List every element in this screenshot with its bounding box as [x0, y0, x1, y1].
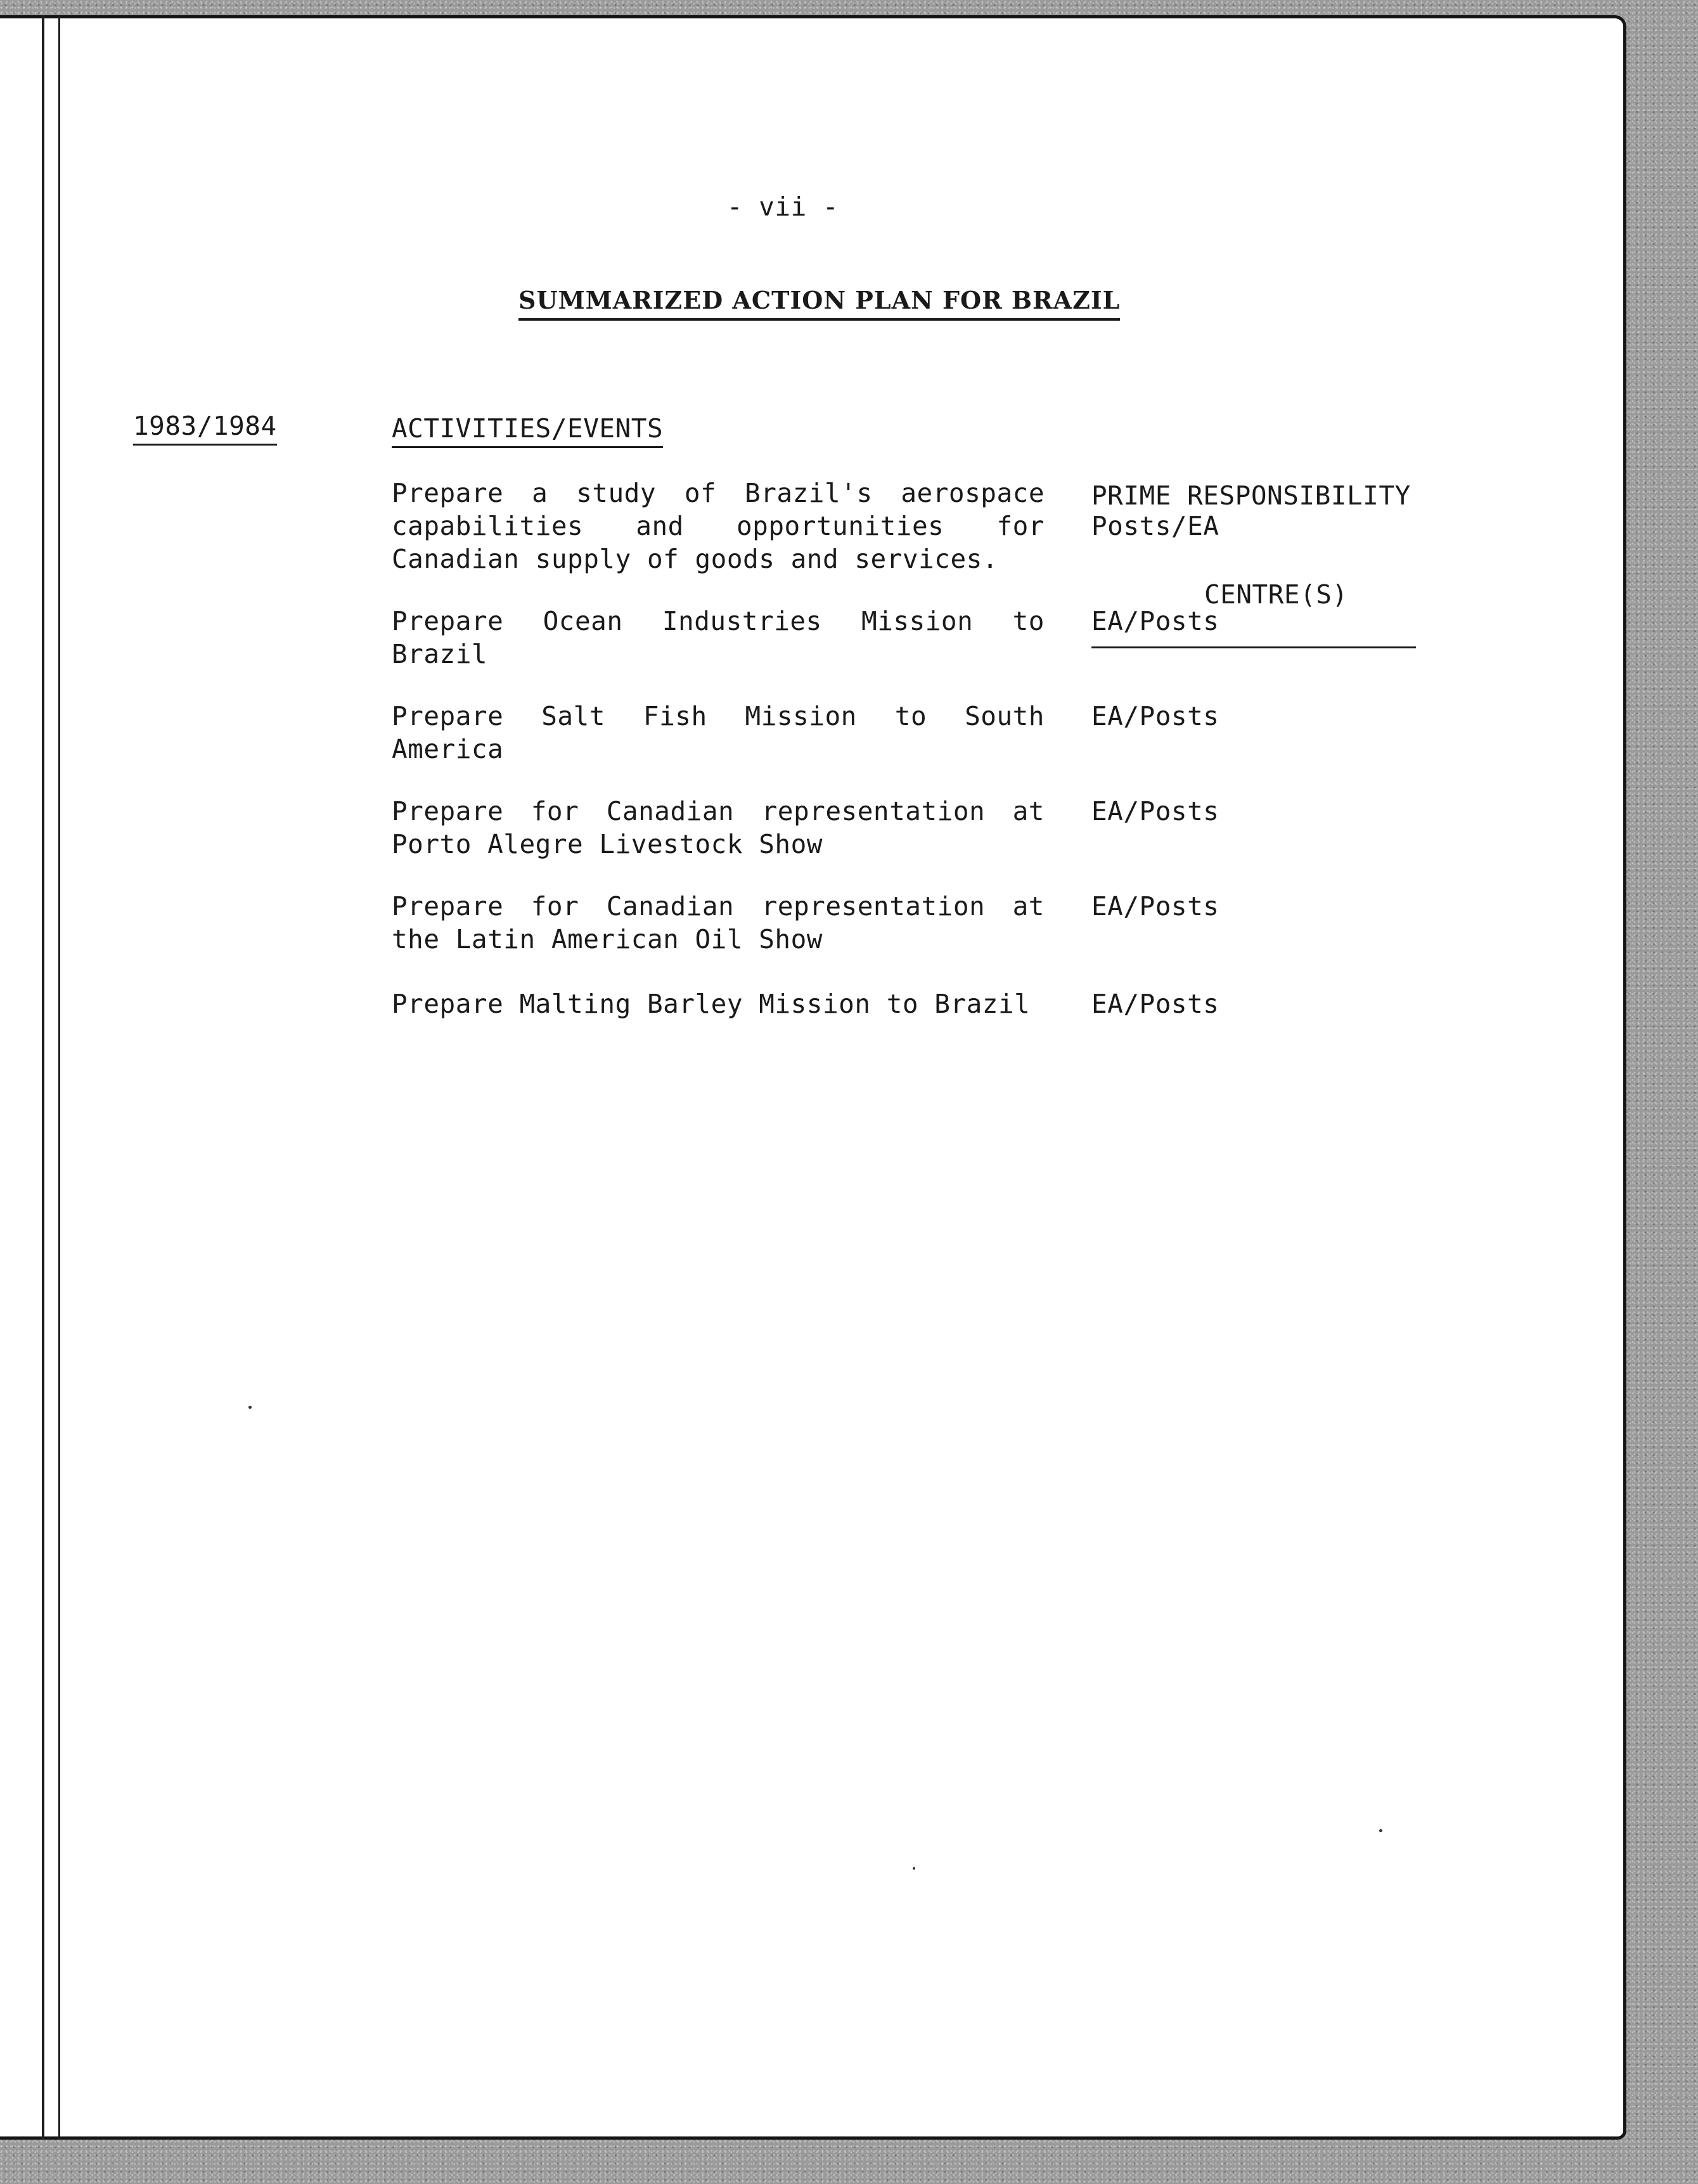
activity-text: Prepare for Canadian representation at Porto Alegre Livestock Show	[392, 796, 1045, 859]
responsibility-centre: Posts/EA	[1091, 511, 1219, 541]
responsibility-centre: EA/Posts	[1091, 989, 1219, 1019]
responsibility-centre: EA/Posts	[1091, 606, 1219, 636]
responsibility-centre: EA/Posts	[1091, 701, 1219, 731]
page-number: - vii -	[726, 191, 839, 222]
activity-text: Prepare Salt Fish Mission to South America	[392, 701, 1045, 764]
scan-speck	[1379, 1829, 1382, 1832]
responsibility-centre: EA/Posts	[1091, 796, 1219, 826]
responsibility-header-line1: PRIME RESPONSIBILITY	[1091, 480, 1411, 511]
activities-column-header: ACTIVITIES/EVENTS	[392, 412, 663, 448]
document-page	[0, 15, 1626, 2140]
binding-edge-line	[42, 15, 44, 2140]
scan-speck	[913, 1867, 915, 1870]
scan-speck	[248, 1406, 252, 1409]
activity-text: Prepare Malting Barley Mission to Brazil	[392, 989, 1031, 1019]
year-column-header: 1983/1984	[133, 409, 277, 446]
activity-text: Prepare for Canadian representation at the Latin American Oil Show	[392, 891, 1045, 954]
activity-text: Prepare Ocean Industries Mission to Brazil	[392, 606, 1045, 669]
responsibility-header-line2: CENTRE(S)	[1204, 579, 1348, 610]
responsibility-centre: EA/Posts	[1091, 891, 1219, 922]
binding-edge-line	[58, 15, 60, 2140]
activity-text: Prepare a study of Brazil's aerospace capabilities and opportunities for Canadian supply of goods and services.	[392, 478, 1045, 574]
document-title: SUMMARIZED ACTION PLAN FOR BRAZIL	[518, 284, 1120, 321]
